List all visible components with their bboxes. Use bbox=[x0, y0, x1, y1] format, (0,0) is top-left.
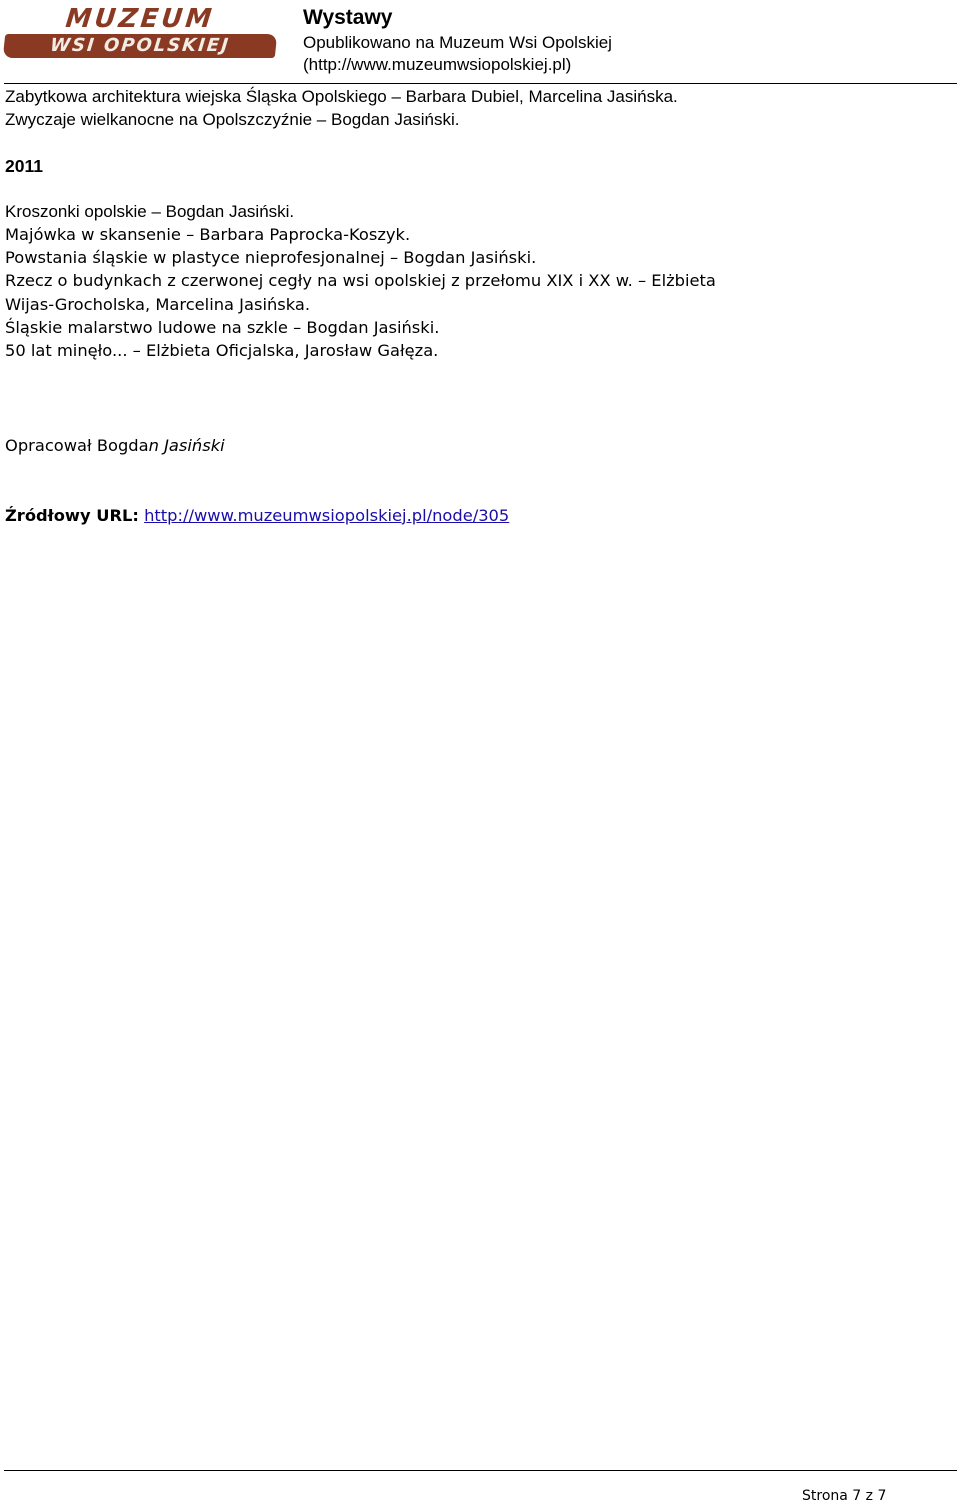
year-heading: 2011 bbox=[5, 155, 43, 176]
list-item: Śląskie malarstwo ludowe na szkle – Bogdan Jasiński. bbox=[5, 318, 440, 338]
source-url bbox=[5, 504, 955, 527]
list-item: Majówka w skansenie – Barbara Paprocka-Koszyk. bbox=[5, 224, 411, 244]
list-item: Kroszonki opolskie – Bogdan Jasiński. bbox=[5, 201, 295, 221]
page-header bbox=[0, 0, 960, 84]
list-item: 50 lat minęło... – Elżbieta Oficjalska, Jarosław Gałęza. bbox=[5, 341, 439, 361]
source-label: Źródłowy URL: bbox=[5, 505, 139, 525]
list-item-continuation: Wijas-Grocholska, Marcelina Jasińska. bbox=[5, 294, 311, 314]
credit-italic: n Jasiński bbox=[148, 435, 225, 455]
author-credit bbox=[5, 434, 955, 457]
published-line-2: (http://www.muzeumwsiopolskiej.pl) bbox=[303, 55, 572, 74]
list-item: Powstania śląskie w plastyce nieprofesjonalnej – Bogdan Jasiński. bbox=[5, 248, 537, 268]
footer-divider bbox=[4, 1470, 957, 1471]
museum-logo bbox=[4, 4, 276, 60]
exhibition-list bbox=[5, 85, 955, 527]
page-title: Wystawy bbox=[303, 6, 393, 29]
logo-line-1: MUZEUM bbox=[64, 4, 216, 34]
page-number: Strona 7 z 7 bbox=[802, 1488, 887, 1504]
list-item: Zwyczaje wielkanocne na Opolszczyźnie – Bogdan Jasiński. bbox=[5, 110, 460, 130]
published-on bbox=[303, 32, 612, 76]
source-link[interactable]: http://www.muzeumwsiopolskiej.pl/node/305 bbox=[144, 505, 510, 525]
list-item: Rzecz o budynkach z czerwonej cegły na wsi opolskiej z przełomu XIX i XX w. – Elżbieta bbox=[5, 271, 716, 291]
list-item: Zabytkowa architektura wiejska Śląska Opolskiego – Barbara Dubiel, Marcelina Jasińska. bbox=[5, 87, 678, 106]
published-line-1: Opublikowano na Muzeum Wsi Opolskiej bbox=[303, 33, 612, 52]
header-divider bbox=[4, 83, 957, 84]
logo-line-2: WSI OPOLSKIEJ bbox=[3, 34, 278, 58]
credit-prefix: Opracował Bogda bbox=[5, 435, 149, 455]
